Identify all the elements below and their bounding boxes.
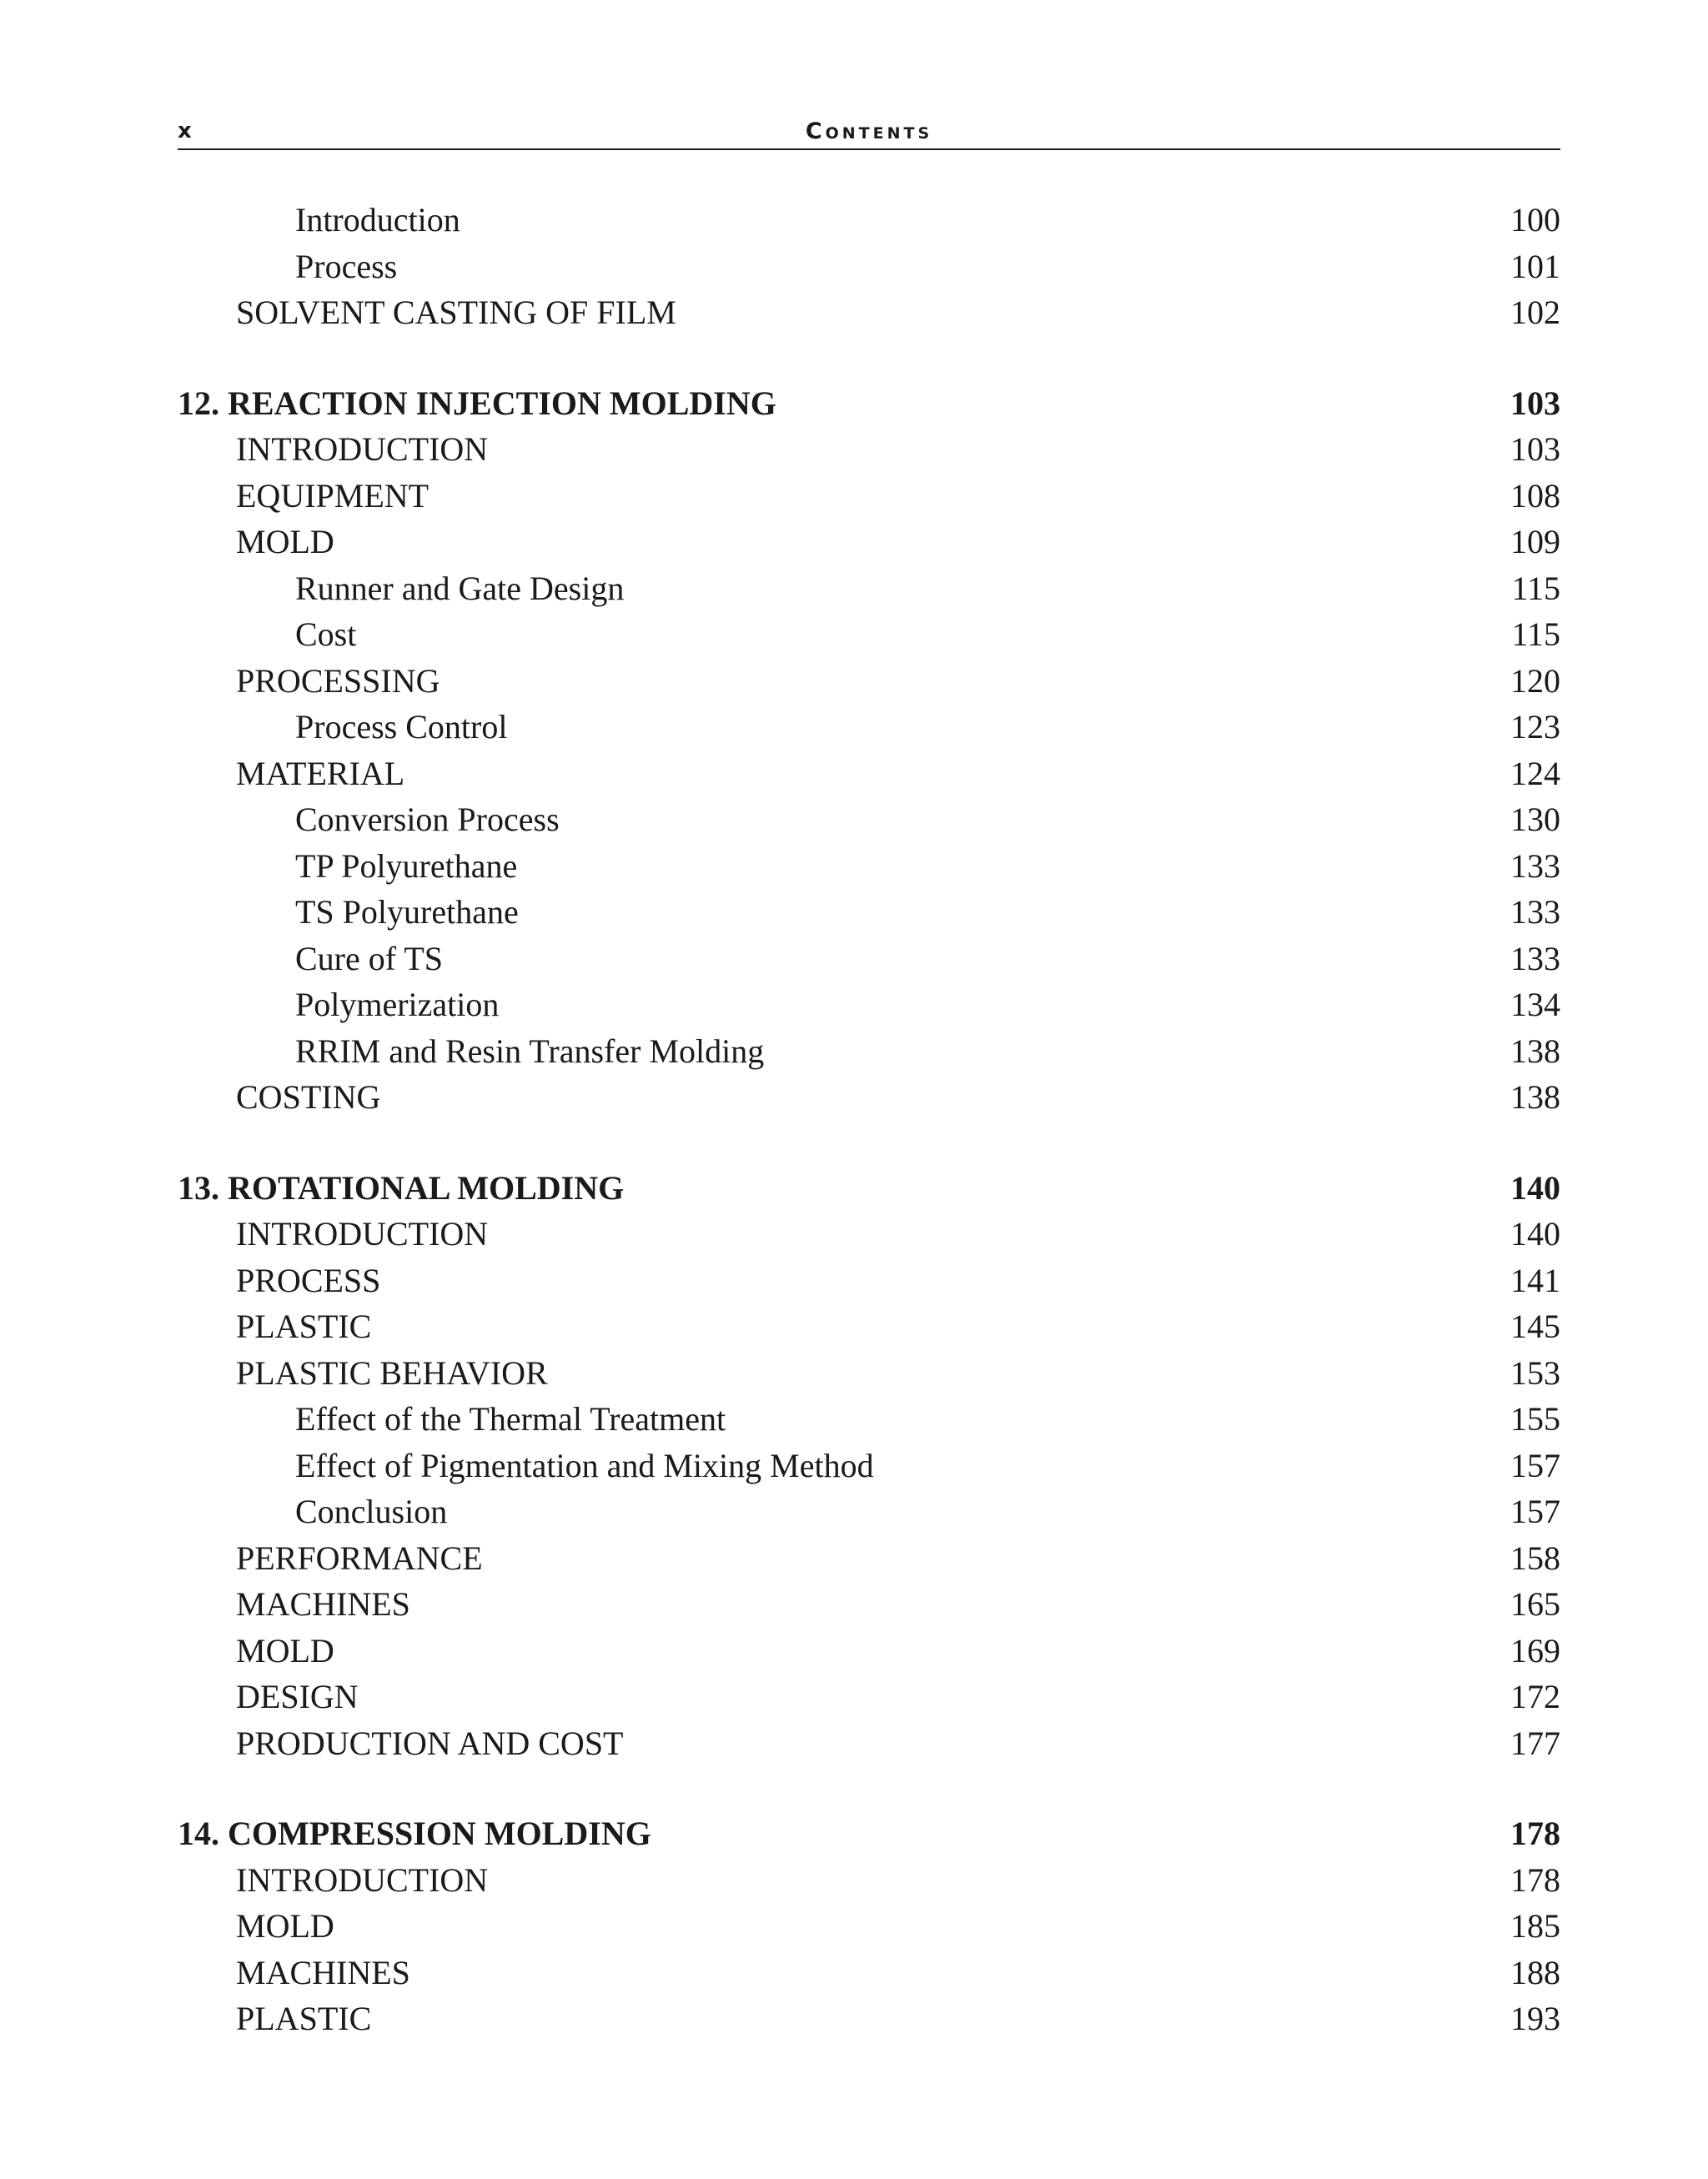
toc-section-entry — [178, 658, 1560, 705]
toc-page-number: 165 — [1510, 1585, 1560, 1623]
toc-page-number: 103 — [1510, 430, 1560, 468]
toc-section-entry — [178, 1303, 1560, 1350]
toc-page-number: 124 — [1510, 754, 1560, 792]
toc-entry-title: 13. ROTATIONAL MOLDING — [178, 1168, 625, 1207]
toc-subsection-entry — [178, 1028, 1560, 1075]
toc-subsection-entry — [178, 843, 1560, 890]
toc-section-entry — [178, 1535, 1560, 1582]
toc-entry-title: Polymerization — [295, 986, 500, 1023]
toc-section-entry — [178, 751, 1560, 797]
toc-page-number: 169 — [1510, 1631, 1560, 1669]
toc-page-number: 141 — [1510, 1261, 1560, 1299]
toc-subsection-entry — [178, 936, 1560, 982]
toc-subsection-entry — [178, 889, 1560, 936]
toc-page-number: 108 — [1510, 476, 1560, 515]
toc-entry-title: Cost — [295, 615, 357, 653]
chapter-spacer — [178, 1121, 1560, 1165]
page-folio: x — [178, 118, 193, 143]
toc-section-entry — [178, 1950, 1560, 1996]
toc-subsection-entry — [178, 244, 1560, 290]
toc-entry-title: 12. REACTION INJECTION MOLDING — [178, 384, 776, 422]
toc-section-entry — [178, 1350, 1560, 1397]
toc-entry-title: TS Polyurethane — [295, 893, 519, 931]
toc-page-number: 177 — [1510, 1724, 1560, 1762]
toc-subsection-entry — [178, 611, 1560, 658]
toc-page-number: 109 — [1510, 523, 1560, 560]
toc-chapter-entry — [178, 380, 1560, 427]
toc-section-entry — [178, 1074, 1560, 1121]
toc-page-number: 130 — [1510, 801, 1560, 838]
toc-entry-title: MATERIAL — [236, 754, 405, 792]
toc-entry-title: MOLD — [236, 523, 334, 560]
toc-section-entry — [178, 1903, 1560, 1950]
toc-entry-title: INTRODUCTION — [236, 1215, 489, 1253]
toc-subsection-entry — [178, 565, 1560, 612]
toc-entry-title: MACHINES — [236, 1585, 410, 1623]
toc-section-entry — [178, 289, 1560, 336]
toc-entry-title: INTRODUCTION — [236, 430, 489, 468]
toc-page-number: 138 — [1510, 1032, 1560, 1070]
toc-subsection-entry — [178, 1396, 1560, 1443]
toc-chapter-entry — [178, 1165, 1560, 1212]
toc-subsection-entry — [178, 796, 1560, 843]
toc-page-number: 140 — [1510, 1215, 1560, 1253]
toc-entry-title: PRODUCTION AND COST — [236, 1724, 624, 1762]
toc-section-entry — [178, 1211, 1560, 1258]
toc-entry-title: MOLD — [236, 1631, 334, 1669]
toc-section-entry — [178, 1996, 1560, 2042]
toc-page-number: 120 — [1510, 661, 1560, 700]
chapter-spacer — [178, 1766, 1560, 1810]
toc-entry-title: MOLD — [236, 1907, 334, 1945]
toc-subsection-entry — [178, 704, 1560, 751]
toc-page-number: 158 — [1510, 1539, 1560, 1577]
toc-page-number: 138 — [1510, 1078, 1560, 1116]
toc-entry-title: Process Control — [295, 708, 508, 746]
toc-subsection-entry — [178, 982, 1560, 1028]
toc-entry-title: Effect of Pigmentation and Mixing Method — [295, 1446, 874, 1484]
toc-page-number: 115 — [1511, 569, 1560, 607]
toc-section-entry — [178, 1857, 1560, 1904]
toc-entry-title: INTRODUCTION — [236, 1860, 489, 1899]
toc-entry-title: Effect of the Thermal Treatment — [295, 1400, 726, 1438]
toc-page-number: 133 — [1510, 846, 1560, 885]
toc-entry-title: Runner and Gate Design — [295, 569, 625, 607]
toc-entry-title: SOLVENT CASTING OF FILM — [236, 294, 676, 331]
toc-page-number: 188 — [1510, 1953, 1560, 1991]
toc-page-number: 157 — [1510, 1446, 1560, 1484]
toc-entry-title: Cure of TS — [295, 939, 444, 977]
toc-page-number: 102 — [1510, 294, 1560, 331]
toc-subsection-entry — [178, 1443, 1560, 1489]
toc-page-number: 115 — [1511, 615, 1560, 653]
toc-entry-title: PLASTIC — [236, 1308, 372, 1345]
toc-page-number: 185 — [1510, 1907, 1560, 1945]
toc-entry-title: PERFORMANCE — [236, 1539, 483, 1577]
toc-entry-title: EQUIPMENT — [236, 476, 430, 515]
toc-entry-title: RRIM and Resin Transfer Molding — [295, 1032, 765, 1070]
toc-subsection-entry — [178, 1489, 1560, 1535]
toc-page-number: 134 — [1510, 986, 1560, 1023]
toc-page-number: 133 — [1510, 893, 1560, 931]
toc-page-number: 155 — [1510, 1400, 1560, 1438]
toc-entry-title: COSTING — [236, 1078, 381, 1116]
toc-section-entry — [178, 1258, 1560, 1304]
toc-section-entry — [178, 519, 1560, 565]
toc-page-number: 172 — [1510, 1678, 1560, 1715]
toc-entry-title: Introduction — [295, 201, 460, 238]
toc-page-number: 123 — [1510, 708, 1560, 746]
toc-entry-title: PROCESS — [236, 1261, 381, 1299]
toc-page-number: 100 — [1510, 201, 1560, 238]
toc-page-number: 133 — [1510, 939, 1560, 977]
toc-entry-title: Process — [295, 247, 398, 285]
running-title: Contents — [805, 118, 933, 144]
toc-entry-title: DESIGN — [236, 1678, 359, 1715]
toc-section-entry — [178, 426, 1560, 473]
toc-section-entry — [178, 1628, 1560, 1674]
toc-chapter-entry — [178, 1810, 1560, 1857]
toc-page-number: 101 — [1510, 247, 1560, 285]
toc-entry-title: PLASTIC — [236, 2000, 372, 2037]
toc-page-number: 103 — [1510, 384, 1560, 422]
toc-page-number: 157 — [1510, 1493, 1560, 1530]
toc-entry-title: Conversion Process — [295, 801, 560, 838]
table-of-contents — [178, 197, 1560, 2042]
toc-page-number: 178 — [1510, 1860, 1560, 1899]
toc-entry-title: MACHINES — [236, 1953, 410, 1991]
running-head — [178, 113, 1560, 150]
toc-entry-title: 14. COMPRESSION MOLDING — [178, 1815, 651, 1852]
toc-section-entry — [178, 1581, 1560, 1628]
toc-page-number: 193 — [1510, 2000, 1560, 2037]
toc-entry-title: PROCESSING — [236, 661, 440, 700]
toc-subsection-entry — [178, 197, 1560, 244]
toc-section-entry — [178, 1720, 1560, 1767]
toc-entry-title: Conclusion — [295, 1493, 448, 1530]
chapter-spacer — [178, 336, 1560, 380]
toc-page-number: 178 — [1510, 1815, 1560, 1852]
toc-page-number: 145 — [1510, 1308, 1560, 1345]
toc-entry-title: TP Polyurethane — [295, 846, 518, 885]
toc-page-number: 140 — [1510, 1168, 1560, 1207]
toc-section-entry — [178, 473, 1560, 520]
toc-section-entry — [178, 1674, 1560, 1720]
toc-page-number: 153 — [1510, 1353, 1560, 1392]
toc-entry-title: PLASTIC BEHAVIOR — [236, 1353, 548, 1392]
